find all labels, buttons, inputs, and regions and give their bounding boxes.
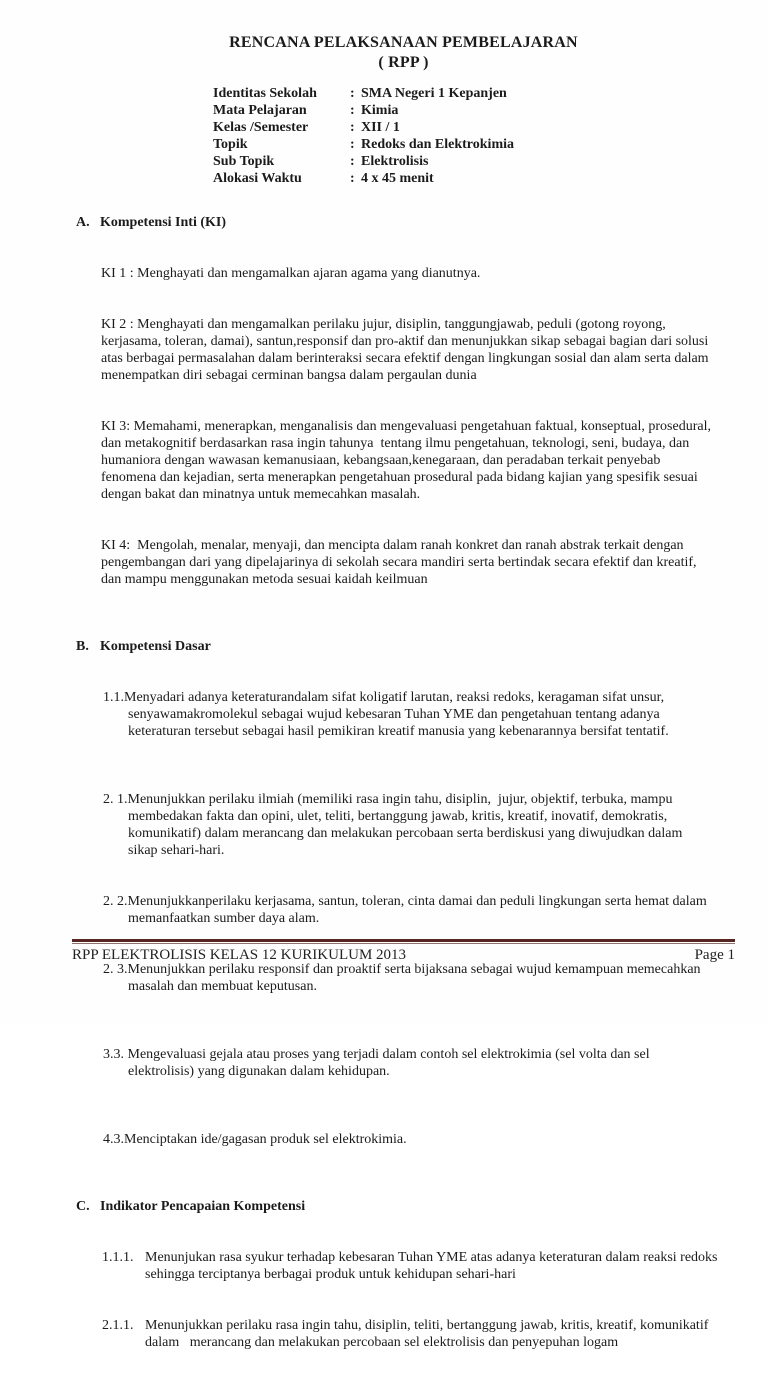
- identity-row-subject: [213, 102, 735, 119]
- ki-paragraph: KI 2 : Menghayati dan mengamalkan perilaku jujur, disiplin, tanggungjawab, peduli (gotong royong, kerjasama, toleran, damai), santun,responsif dan pro-aktif dan menunjukkan sikap sebagai bagian dari solusi atas berbagai permasalahan dalam berinteraksi secara efektif dengan lingkungan sosial dan alam serta dalam menempatkan diri sebagai cerminan bangsa dalam pergaulan dunia: [101, 317, 713, 383]
- identity-label: Identitas Sekolah: [213, 86, 317, 101]
- identity-value: Kimia: [361, 103, 399, 118]
- indicator-number: 2.1.1.: [102, 1318, 134, 1333]
- section-indikator: [72, 1198, 735, 1385]
- identity-row-subtopic: [213, 153, 735, 170]
- identity-colon: :: [350, 171, 355, 186]
- identity-colon: :: [350, 120, 355, 135]
- section-heading: [72, 1198, 735, 1215]
- ki-paragraph: KI 4: Mengolah, menalar, menyaji, dan mencipta dalam ranah konkret dan ranah abstrak terkait dengan pengembangan dari yang dipelajarinya di sekolah secara mandiri serta bertindak secara efektif dan kreatif, dan mampu menggunakan metoda sesuai kaidah keilmuan: [101, 538, 701, 587]
- footer-text-row: [72, 946, 735, 965]
- section-body: [102, 1215, 725, 1385]
- identity-table: [213, 85, 735, 187]
- footer-page-number: Page 1: [694, 947, 735, 963]
- indicator-item: [102, 1249, 725, 1283]
- section-heading: [72, 638, 735, 655]
- indicator-number: 1.1.1.: [102, 1250, 134, 1265]
- kd-item: 3.3. Mengevaluasi gejala atau proses yang terjadi dalam contoh sel elektrokimia (sel volta dan sel elektrolisis) yang digunakan dalam kehidupan.: [103, 1047, 654, 1079]
- footer-rule-secondary: [72, 943, 735, 944]
- section-body: [101, 231, 713, 622]
- identity-value: Redoks dan Elektrokimia: [361, 137, 514, 152]
- document-title: RENCANA PELAKSANAAN PEMBELAJARAN: [229, 34, 578, 51]
- identity-label: Topik: [213, 137, 248, 152]
- footer-rule: [72, 939, 735, 942]
- section-letter: C.: [76, 1199, 90, 1214]
- identity-label: Alokasi Waktu: [213, 171, 302, 186]
- footer-doc-label: RPP ELEKTROLISIS KELAS 12 KURIKULUM 2013: [72, 947, 407, 963]
- indicator-text: Menunjukkan perilaku rasa ingin tahu, disiplin, teliti, bertanggung jawab, kritis, kreatif, komunikatif dalam merancang dan melakukan percobaan sel elektrolisis dan penyepuhan logam: [145, 1318, 712, 1350]
- kd-item: 4.3.Menciptakan ide/gagasan produk sel elektrokimia.: [103, 1132, 407, 1147]
- kd-item: 1.1.Menyadari adanya keteraturandalam sifat koligatif larutan, reaksi redoks, keragaman sifat unsur, senyawamakromolekul sebagai wujud kebesaran Tuhan YME dan pengetahuan tentang adanya keteraturan tersebut sebagai hasil pemikiran kreatif manusia yang kebenarannya bersifat tentatif.: [103, 690, 669, 739]
- section-title: Kompetensi Inti (KI): [100, 215, 226, 230]
- section-letter: B.: [76, 639, 89, 654]
- section-heading: [72, 214, 735, 231]
- identity-row-class-semester: [213, 119, 735, 136]
- kd-item: 2. 3.Menunjukkan perilaku responsif dan proaktif serta bijaksana sebagai wujud kemampuan memecahkan masalah dan membuat keputusan.: [103, 962, 705, 994]
- section-title: Kompetensi Dasar: [100, 639, 211, 654]
- ki-paragraph: KI 3: Memahami, menerapkan, menganalisis dan mengevaluasi pengetahuan faktual, konseptual, prosedural, dan metakognitif berdasarkan rasa ingin tahunya tentang ilmu pengetahuan, teknologi, seni, budaya, dan humaniora dengan wawasan kemanusiaan, kebangsaan,kenegaraan, dan peradaban terkait penyebab fenomena dan kejadian, serta menerapkan pengetahuan prosedural pada bidang kajian yang spesifik sesuai dengan bakat dan minatnya untuk memecahkan masalah.: [101, 419, 715, 502]
- section-body: [72, 655, 713, 1182]
- identity-value: 4 x 45 menit: [361, 171, 434, 186]
- document-subtitle: ( RPP ): [378, 54, 429, 71]
- identity-colon: :: [350, 103, 355, 118]
- identity-row-topic: [213, 136, 735, 153]
- identity-value: XII / 1: [361, 120, 400, 135]
- indicator-item: [102, 1317, 725, 1351]
- document-title-block: [72, 33, 735, 73]
- identity-row-school: [213, 85, 735, 102]
- ki-paragraph: KI 1 : Menghayati dan mengamalkan ajaran agama yang dianutnya.: [101, 266, 481, 281]
- identity-colon: :: [350, 154, 355, 169]
- identity-label: Mata Pelajaran: [213, 103, 307, 118]
- kd-item: 2. 1.Menunjukkan perilaku ilmiah (memiliki rasa ingin tahu, disiplin, jujur, objektif, terbuka, mampu membedakan fakta dan opini, ulet, teliti, bertanggung jawab, kritis, kreatif, inovatif, demokratis, komunikatif) dalam merancang dan melakukan percobaan serta berdiskusi yang diwujudkan dalam sikap sehari-hari.: [103, 792, 686, 858]
- identity-colon: :: [350, 137, 355, 152]
- section-kompetensi-dasar: [72, 638, 735, 1182]
- identity-value: Elektrolisis: [361, 154, 429, 169]
- identity-label: Sub Topik: [213, 154, 275, 169]
- identity-row-time-allocation: [213, 170, 735, 187]
- identity-value: SMA Negeri 1 Kepanjen: [361, 86, 507, 101]
- page-footer: [72, 939, 735, 965]
- identity-label: Kelas /Semester: [213, 120, 309, 135]
- section-letter: A.: [76, 215, 90, 230]
- kd-item: 2. 2.Menunjukkanperilaku kerjasama, santun, toleran, cinta damai dan peduli lingkungan serta hemat dalam memanfaatkan sumber daya alam.: [103, 894, 711, 926]
- identity-colon: :: [350, 86, 355, 101]
- section-kompetensi-inti: [72, 214, 735, 622]
- section-title: Indikator Pencapaian Kompetensi: [100, 1199, 306, 1214]
- indicator-text: Menunjukan rasa syukur terhadap kebesaran Tuhan YME atas adanya keteraturan dalam reaksi redoks sehingga terciptanya berbagai produk untuk kehidupan sehari-hari: [145, 1250, 722, 1282]
